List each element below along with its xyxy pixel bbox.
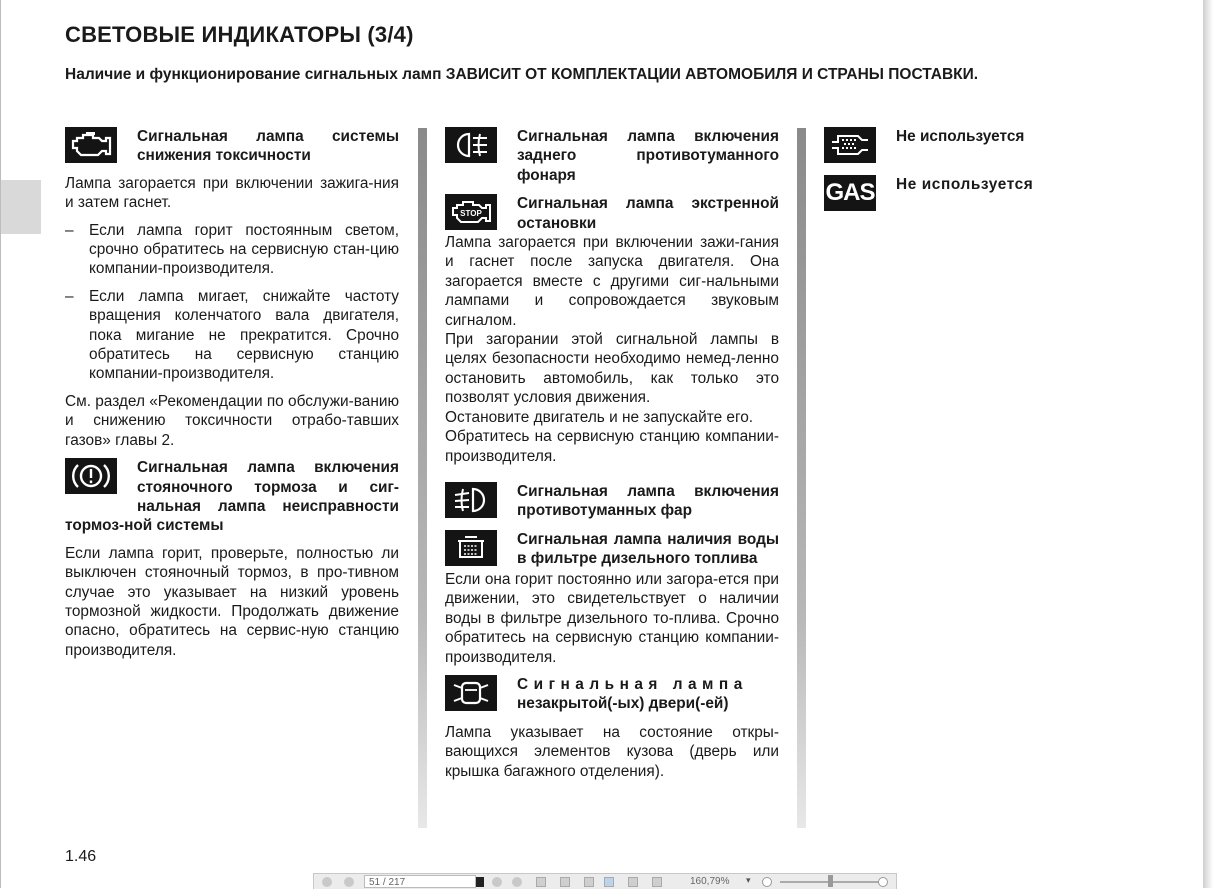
zoom-minus-icon[interactable] [762, 877, 772, 887]
unused-item-1 [824, 127, 1158, 167]
water-text: Если она горит постоянно или загора-ется при движении, это свидетельствует о наличии воды в фильтре дизельного то-плива. Срочно обратитесь на сервисную станцию компании-производителя. [445, 570, 779, 666]
page-subtitle: Наличие и функционирование сигнальных ламп ЗАВИСИТ ОТ КОМПЛЕКТАЦИИ АВТОМОБИЛЯ И СТРАНЫ ПОСТАВКИ. [65, 66, 979, 83]
brake-text: Если лампа горит, проверьте, полностью ли выключен стояночный тормоз, в про-тивном случае это указывает на низкий уровень тормозной жидкости. Продолжать движение опасно, обратитесь на сервис-ную станцию производителя. [65, 544, 399, 659]
forward-icon[interactable] [512, 877, 522, 887]
zoom-slider-handle[interactable] [828, 875, 833, 887]
front-fog-section [445, 482, 779, 522]
zoom-plus-icon[interactable] [878, 877, 888, 887]
page-number: 1.46 [65, 848, 97, 865]
water-in-fuel-icon [445, 530, 497, 566]
single-page-icon[interactable] [584, 877, 594, 887]
emission-note: См. раздел «Рекомендации по обслужи-ванию и снижению токсичности отрабо-тавших газов» главы 2. [65, 392, 399, 449]
zoom-out-circle-icon[interactable] [322, 877, 332, 887]
rear-fog-light-icon [445, 127, 497, 163]
emission-intro: Лампа загорается при включении зажига-ния и затем гаснет. [65, 174, 399, 212]
viewer-toolbar [313, 873, 897, 889]
stop-paragraph: Лампа загорается при включении зажи-гания и гаснет после запуска двигателя. Она загорается вместе с другими сиг-нальными лампами и сопровождается звуковым сигналом. [445, 234, 779, 329]
unused-label: Не используется [896, 176, 1034, 193]
door-text: Лампа указывает на состояние откры-вающихся элементов кузова (дверь или крышка багажного отделения). [445, 723, 779, 780]
zoom-dropdown-chevron-icon[interactable]: ▾ [746, 875, 751, 885]
stop-paragraph: При загорании этой сигнальной лампы в целях безопасности необходимо немед-ленно остановить автомобиль, как только это позволят условия движения. [445, 331, 779, 407]
emission-heading: Сигнальная лампа системы снижения токсичности [137, 128, 399, 165]
front-fog-light-icon [445, 482, 497, 518]
previous-page-icon[interactable] [536, 877, 546, 887]
zoom-level[interactable]: 160,79% [690, 876, 730, 887]
next-page-icon[interactable] [560, 877, 570, 887]
brake-heading: Сигнальная лампа включения стояночного тормоза и сиг-нальная лампа неисправности тормоз-ной системы [65, 459, 399, 535]
brake-section [65, 458, 399, 660]
column-1 [65, 127, 399, 660]
water-heading: Сигнальная лампа наличия воды в фильтре дизельного топлива [517, 530, 779, 568]
door-section [445, 675, 779, 781]
column-2 [445, 127, 779, 781]
list-item: – Если лампа мигает, снижайте частоту вращения коленчатого вала двигателя, пока мигание не прекратится. Срочно обратитесь на сервисную станцию компании-производителя. [65, 287, 399, 384]
stop-paragraph: Остановите двигатель и не запускайте его. [445, 408, 754, 426]
door-heading-line-1: Сигнальная лампа [517, 675, 748, 693]
gas-icon: GAS [824, 175, 876, 211]
grid-view-icon[interactable] [652, 877, 662, 887]
stop-section [445, 194, 779, 466]
column-3 [824, 127, 1158, 215]
stop-paragraph: Обратитесь на сервисную станцию компании-производителя. [445, 428, 779, 465]
list-item: – Если лампа горит постоянным светом, срочно обратитесь на сервисную стан-цию компании-производителя. [65, 221, 399, 279]
stop-engine-icon [445, 194, 497, 230]
emission-bullets [65, 221, 399, 384]
door-open-icon [445, 675, 497, 711]
page-edge-shadow [1203, 0, 1213, 888]
front-fog-heading: Сигнальная лампа включения противотуманных фар [517, 482, 779, 520]
column-divider [418, 128, 427, 828]
svg-text:STOP: STOP [460, 209, 482, 219]
back-icon[interactable] [492, 877, 502, 887]
continuous-page-icon[interactable] [604, 877, 614, 887]
two-page-icon[interactable] [628, 877, 638, 887]
unused-item-2 [824, 175, 1158, 215]
rear-fog-heading: Сигнальная лампа включения заднего противотуманного фонаря [517, 128, 779, 184]
stop-heading: Сигнальная лампа экстренной остановки [517, 195, 779, 232]
zoom-in-circle-icon[interactable] [344, 877, 354, 887]
particle-filter-icon [824, 127, 876, 163]
unused-label: Не используется [896, 128, 1025, 145]
brake-warning-icon [65, 458, 117, 494]
rear-fog-section [445, 127, 779, 185]
emission-section [65, 127, 399, 450]
water-section [445, 530, 779, 667]
column-divider [797, 128, 806, 828]
page-number-input[interactable]: 51 / 217 [364, 875, 476, 888]
engine-warning-icon [65, 127, 117, 163]
cursor-icon[interactable] [476, 877, 484, 887]
page-title: СВЕТОВЫЕ ИНДИКАТОРЫ (3/4) [65, 22, 414, 47]
chapter-side-tab [1, 180, 41, 234]
door-heading-line-2: незакрытой(-ых) двери(-ей) [517, 695, 729, 713]
